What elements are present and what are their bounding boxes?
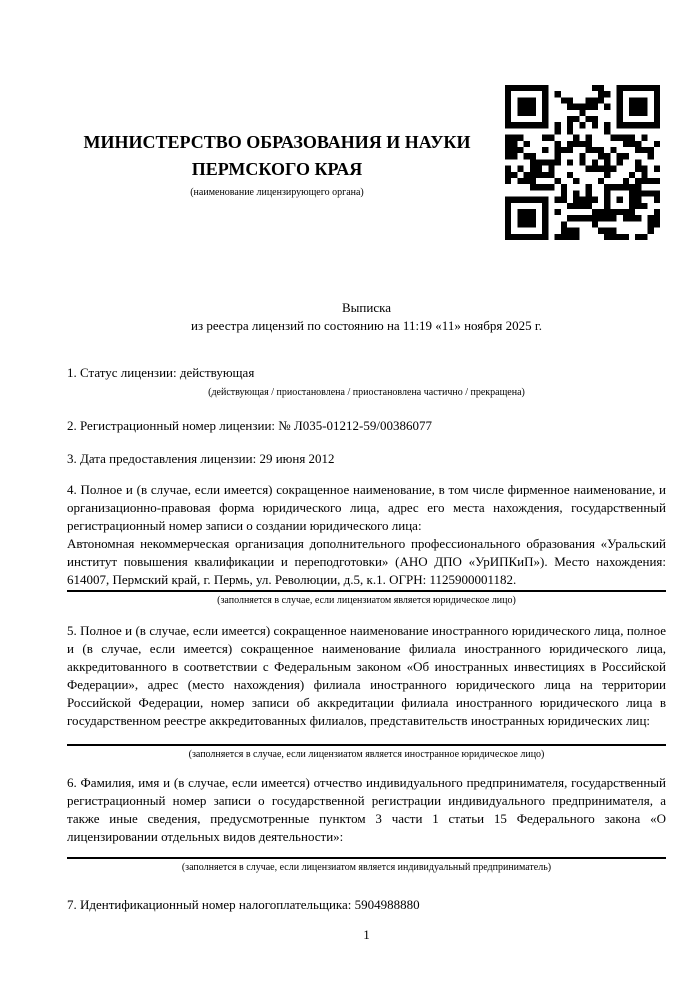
foreign-entity-note: (заполняется в случае, если лицензиатом является иностранное юридическое лицо) (188, 749, 545, 760)
document-title-line1: Выписка (342, 300, 391, 315)
section-legal-entity (67, 481, 666, 607)
legal-entity-note: (заполняется в случае, если лицензиатом является юридическое лицо) (217, 595, 516, 606)
entrepreneur-form-line (67, 857, 666, 859)
qr-code-image (505, 85, 660, 240)
page-number: 1 (363, 927, 370, 942)
document-title (67, 299, 666, 335)
legal-entity-value: Автономная некоммерческая организация дополнительного профессионального образования «Уральский институт повышения квалификации и переподготовки» (АНО ДПО «УрИПКиП»). Место нахождения: 614007, Пермский край, г. Пермь, ул. Революции, д.5, к.1. ОГРН: 1125900001182. (67, 536, 666, 587)
entrepreneur-value (67, 846, 666, 856)
foreign-entity-form-line (67, 744, 666, 746)
section-grant-date (67, 450, 666, 468)
qr-code (505, 85, 660, 240)
section-registration-number (67, 417, 666, 435)
ministry-name-line1: МИНИСТЕРСТВО ОБРАЗОВАНИЯ И НАУКИ (83, 132, 471, 152)
legal-entity-text: 4. Полное и (в случае, если имеется) сокращенное наименование, в том числе фирменное наименование, и организационно-правовая форма юридического лица, адрес его места нахождения, государственный регистрационный номер записи о создании юридического лица: (67, 482, 666, 533)
section-license-status (67, 364, 666, 399)
ministry-name-line2: ПЕРМСКОГО КРАЯ (191, 159, 363, 179)
legal-entity-form-line (67, 590, 666, 592)
license-status-text: 1. Статус лицензии: действующая (67, 365, 255, 380)
inn-text: 7. Идентификационный номер налогоплательщика: 5904988880 (67, 897, 420, 912)
entrepreneur-text: 6. Фамилия, имя и (в случае, если имеется) отчество индивидуального предпринимателя, государственный регистрационный номер записи о государственной регистрации индивидуального предпринимателя, а также иные сведения, предусмотренные пунктом 3 части 1 статьи 15 Федерального закона «О лицензировании отдельных видов деятельности»: (67, 775, 666, 844)
foreign-entity-text: 5. Полное и (в случае, если имеется) сокращенное наименование иностранного юридического лица, полное и (в случае, если имеется) сокращенное наименование филиала иностранного юридического лица, аккредитованного в соответствии с Федеральным законом «Об иностранных инвестициях в Российской Федерации», адрес (место нахождения) филиала иностранного юридического лица на территории Российской Федерации, номер записи об аккредитации филиала иностранного юридического лица в государственном реестре аккредитованных филиалов, представительств иностранных юридических лиц: (67, 623, 666, 728)
section-inn (67, 896, 666, 914)
section-foreign-entity (67, 622, 666, 761)
registration-number-text: 2. Регистрационный номер лицензии: № Л035-01212-59/00386077 (67, 418, 433, 433)
entrepreneur-note: (заполняется в случае, если лицензиатом является индивидуальный предприниматель) (181, 862, 552, 873)
document-title-line2: из реестра лицензий по состоянию на 11:19 «11» ноября 2025 г. (191, 318, 542, 333)
foreign-entity-value (67, 730, 666, 743)
ministry-header (67, 129, 487, 199)
grant-date-text: 3. Дата предоставления лицензии: 29 июня 2012 (67, 451, 335, 466)
section-entrepreneur (67, 774, 666, 874)
license-status-note: (действующая / приостановлена / приостановлена частично / прекращена) (208, 387, 525, 398)
ministry-note: (наименование лицензирующего органа) (190, 187, 364, 198)
